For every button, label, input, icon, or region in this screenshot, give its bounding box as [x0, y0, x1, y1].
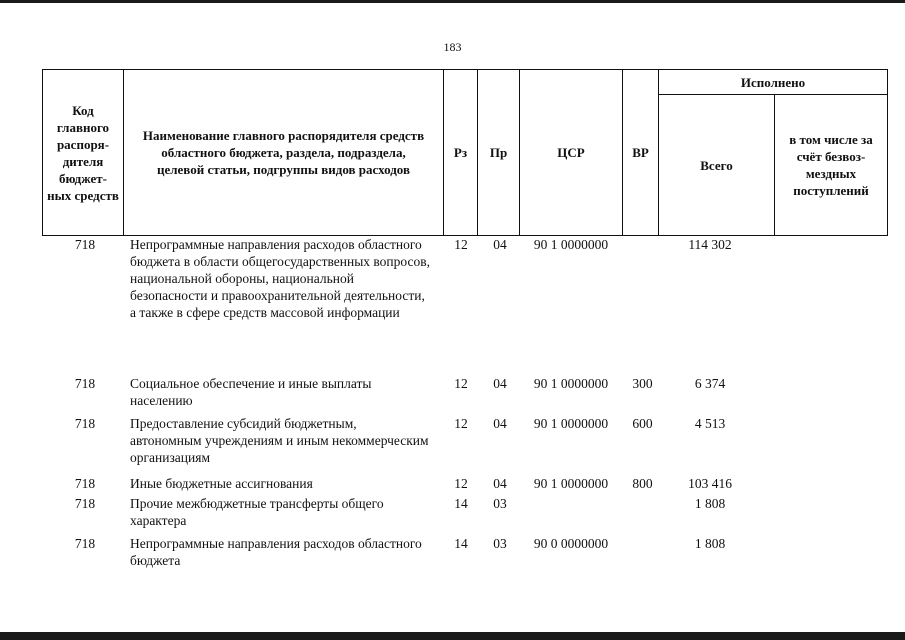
- header-pr: Пр: [489, 145, 508, 160]
- row-code: 718: [74, 476, 96, 491]
- page-number: 183: [443, 40, 462, 54]
- row-total: 114 302: [688, 237, 732, 252]
- row-code: 718: [74, 237, 96, 252]
- row-rz: 12: [454, 376, 468, 391]
- header-name: Наименование главного распорядителя средств областного бюджета, раздела, подраздела, целевой статьи, подгруппы видов расходов: [142, 128, 425, 177]
- row-vr: 600: [632, 416, 653, 431]
- header-rz: Рз: [453, 145, 468, 160]
- row-rz: 12: [454, 476, 468, 491]
- row-code: 718: [74, 416, 96, 431]
- row-code: 718: [74, 536, 96, 551]
- header-gratuitous: в том числе за счёт безвоз-мездных поступлений: [789, 132, 873, 198]
- row-vr: 800: [632, 476, 653, 491]
- row-name: Прочие межбюджетные трансферты общего характера: [130, 496, 384, 528]
- header-vr: ВР: [632, 145, 649, 160]
- col-line-right: [887, 69, 888, 236]
- row-name: Непрограммные направления расходов областного бюджета в области общегосударственных вопросов, национальной обороны, национальной безопасности и правоохранительной деятельности, а также в сфере средств массовой информации: [130, 237, 430, 320]
- row-pr: 04: [493, 416, 507, 431]
- header-executed: Исполнено: [740, 74, 806, 90]
- row-code: 718: [74, 496, 96, 511]
- row-pr: 03: [493, 496, 507, 511]
- row-vr: 300: [632, 376, 653, 391]
- row-csr: 90 1 0000000: [533, 376, 609, 391]
- row-total: 1 808: [694, 536, 726, 551]
- row-rz: 14: [454, 536, 468, 551]
- row-total: 1 808: [694, 496, 726, 511]
- row-name: Социальное обеспечение и иные выплаты населению: [130, 376, 372, 408]
- row-pr: 03: [493, 536, 507, 551]
- row-name: Предоставление субсидий бюджетным, автономным учреждениям и иным некоммерческим организациям: [130, 416, 429, 465]
- row-code: 718: [74, 376, 96, 391]
- scan-top-border: [0, 0, 905, 3]
- row-rz: 14: [454, 496, 468, 511]
- row-total: 4 513: [694, 416, 726, 431]
- row-total: 6 374: [694, 376, 726, 391]
- row-csr: 90 1 0000000: [533, 476, 609, 491]
- row-total: 103 416: [688, 476, 732, 491]
- header-code: Код главного распоря-дителя бюджет-ных средств: [47, 102, 119, 203]
- row-name: Иные бюджетные ассигнования: [130, 476, 313, 491]
- row-rz: 12: [454, 416, 468, 431]
- row-pr: 04: [493, 376, 507, 391]
- row-name: Непрограммные направления расходов областного бюджета: [130, 536, 422, 568]
- row-csr: 90 1 0000000: [533, 237, 609, 252]
- header-csr: ЦСР: [557, 145, 585, 160]
- row-pr: 04: [493, 237, 507, 252]
- row-rz: 12: [454, 237, 468, 252]
- row-csr: 90 1 0000000: [533, 416, 609, 431]
- scan-bottom-border: [0, 632, 905, 640]
- row-pr: 04: [493, 476, 507, 491]
- header-total: Всего: [700, 157, 733, 173]
- row-csr: 90 0 0000000: [533, 536, 609, 551]
